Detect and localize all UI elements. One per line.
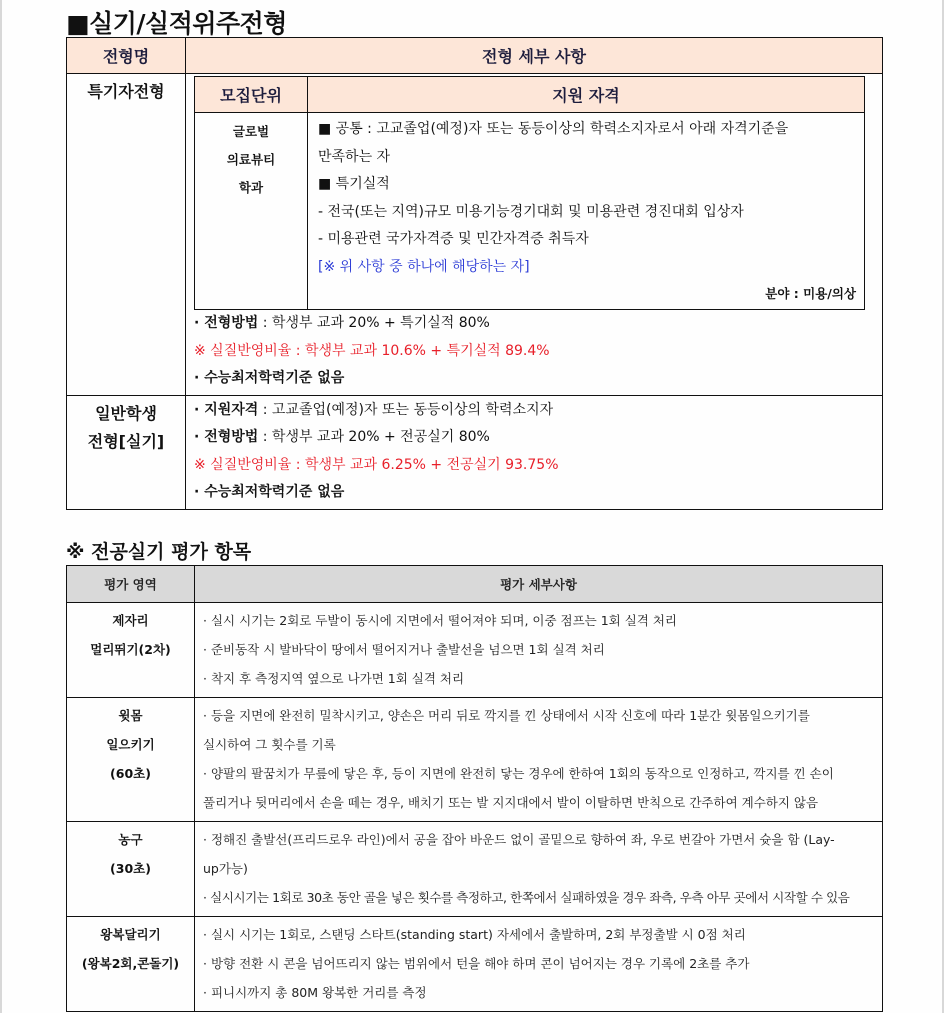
general-admission-name <box>67 395 186 509</box>
section-title-evaluation: ※ 전공실기 평가 항목 <box>66 541 252 563</box>
admission-table <box>66 37 883 510</box>
area-line: 일으키기 <box>106 737 155 752</box>
area-line: 왕복달리기 <box>100 927 161 942</box>
name-line: 일반학생 <box>95 403 157 423</box>
qualification-note: [※ 위 사항 중 하나에 해당하는 자] <box>318 258 530 275</box>
header-qualification: 지원 자격 <box>308 77 865 113</box>
header-detail: 평가 세부사항 <box>195 566 883 603</box>
table-row <box>67 822 883 917</box>
header-admission-name: 전형명 <box>67 38 186 74</box>
area-line: (30초) <box>110 861 151 876</box>
special-admission-name: 특기자전형 <box>67 74 186 396</box>
qualification-line: - 미용관련 국가자격증 및 민간자격증 취득자 <box>318 231 589 247</box>
min-standard-text: · 수능최저학력기준 없음 <box>194 484 345 500</box>
detail-line: 실시하여 그 횟수를 기록 <box>203 737 336 752</box>
header-admission-detail: 전형 세부 사항 <box>186 38 883 74</box>
detail-line: · 준비동작 시 발바닥이 땅에서 떨어지거나 출발선을 넘으면 1회 실격 처리 <box>203 642 605 657</box>
detail-line: · 착지 후 측정지역 옆으로 나가면 1회 실격 처리 <box>203 671 465 686</box>
general-ratio: ※ 실질반영비율 : 학생부 교과 6.25% + 전공실기 93.75% <box>194 456 559 473</box>
special-min-standard <box>194 365 865 393</box>
evaluation-table <box>66 565 883 1012</box>
qual-value: : 고교졸업(예정)자 또는 동등이상의 학력소지자 <box>258 401 554 418</box>
table-row <box>67 698 883 822</box>
area-line: (왕복2회,콘돌기) <box>81 956 180 971</box>
qualification-line: ■ 공통 : 고교졸업(예정)자 또는 동등이상의 학력소지자로서 아래 자격기준을 <box>318 121 789 137</box>
general-min-standard <box>194 479 865 507</box>
unit-qualification-table <box>194 76 865 310</box>
unit-line: 의료뷰티 <box>226 152 276 167</box>
evaluation-area <box>67 698 195 822</box>
detail-line: up가능) <box>203 861 248 876</box>
detail-line: · 방향 전환 시 콘을 넘어뜨리지 않는 범위에서 턴을 해야 하며 콘이 넘어지는 경우 기록에 2초를 추가 <box>203 956 750 971</box>
field-label: 분야 : 미용/의상 <box>765 286 856 301</box>
table-row <box>67 603 883 698</box>
area-line: 윗몸 <box>118 708 143 723</box>
table-row <box>67 917 883 1012</box>
unit-line: 학과 <box>238 180 264 195</box>
qualification-line: - 전국(또는 지역)규모 미용기능경기대회 및 미용관련 경진대회 입상자 <box>318 203 744 220</box>
evaluation-detail <box>195 917 883 1012</box>
qual-label: · 지원자격 <box>194 401 259 418</box>
evaluation-detail <box>195 698 883 822</box>
evaluation-detail <box>195 603 883 698</box>
header-area: 평가 영역 <box>67 566 195 603</box>
method-value: : 학생부 교과 20% + 전공실기 80% <box>258 429 490 445</box>
min-standard-text: · 수능최저학력기준 없음 <box>194 370 345 386</box>
area-line: 멀리뛰기(2차) <box>90 642 171 657</box>
detail-line: · 실시시기는 1회로 30초 동안 골을 넣은 횟수를 측정하고, 한쪽에서 실패하였을 경우 좌측, 우측 아무 곳에서 시작할 수 있음 <box>203 890 850 905</box>
method-value: : 학생부 교과 20% + 특기실적 80% <box>258 315 490 331</box>
detail-line: · 정해진 출발선(프리드로우 라인)에서 공을 잡아 바운드 없이 골밑으로 향하여 좌, 우로 번갈아 가면서 슛을 함 (Lay- <box>203 832 835 847</box>
special-method <box>194 310 865 338</box>
general-method <box>194 424 865 452</box>
special-admission-detail <box>186 74 883 396</box>
evaluation-table-header <box>67 566 883 603</box>
header-unit: 모집단위 <box>195 77 308 113</box>
evaluation-area <box>67 917 195 1012</box>
section-title-practical: ■실기/실적위주전형 <box>66 9 287 38</box>
area-line: (60초) <box>110 766 151 781</box>
general-admission-detail <box>186 395 883 509</box>
general-qualification <box>194 397 865 425</box>
method-label: · 전형방법 <box>194 429 259 445</box>
detail-line: · 피니시까지 총 80M 왕복한 거리를 측정 <box>203 985 427 1000</box>
evaluation-area <box>67 603 195 698</box>
qualification-line: 만족하는 자 <box>318 148 391 165</box>
qualification-line: ■ 특기실적 <box>318 176 390 192</box>
area-line: 농구 <box>118 832 143 847</box>
evaluation-detail <box>195 822 883 917</box>
detail-line: · 양팔의 팔꿈치가 무릎에 닿은 후, 등이 지면에 완전히 닿는 경우에 한하여 1회의 동작으로 인정하고, 깍지를 낀 손이 <box>203 766 834 781</box>
name-line: 전형[실기] <box>87 431 165 451</box>
detail-line: · 실시 시기는 1회로, 스탠딩 스타트(standing start) 자세에서 출발하며, 2회 부정출발 시 0점 처리 <box>203 927 746 942</box>
admission-table-header <box>67 38 883 74</box>
recruit-unit <box>195 113 308 310</box>
method-label: · 전형방법 <box>194 315 259 331</box>
special-ratio: ※ 실질반영비율 : 학생부 교과 10.6% + 특기실적 89.4% <box>194 342 550 359</box>
area-line: 제자리 <box>112 613 149 628</box>
qualification-content <box>308 113 865 310</box>
row-special-admission <box>67 74 883 396</box>
detail-line: · 실시 시기는 2회로 두발이 동시에 지면에서 떨어져야 되며, 이중 점프는 1회 실격 처리 <box>203 613 677 628</box>
detail-line: · 등을 지면에 완전히 밀착시키고, 양손은 머리 뒤로 깍지를 낀 상태에서 시작 신호에 따라 1분간 윗몸일으키기를 <box>203 708 810 723</box>
evaluation-area <box>67 822 195 917</box>
unit-line: 글로벌 <box>232 124 270 139</box>
row-general-admission <box>67 395 883 509</box>
detail-line: 풀리거나 뒷머리에서 손을 떼는 경우, 배치기 또는 발 지지대에서 발이 이탈하면 반칙으로 간주하여 계수하지 않음 <box>203 795 819 810</box>
